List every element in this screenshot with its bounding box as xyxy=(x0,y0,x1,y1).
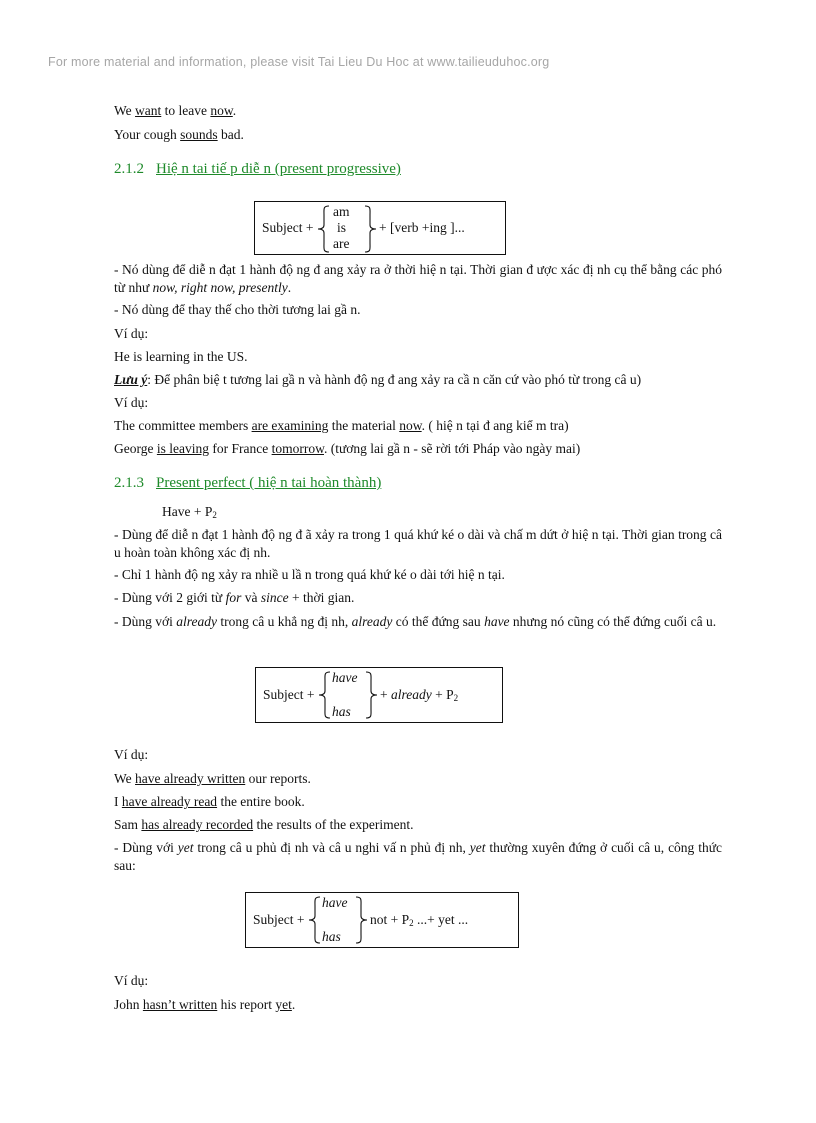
formula-option-is: is xyxy=(337,220,347,235)
vi-du-label: Ví dụ: xyxy=(114,973,149,988)
formula-rest: not + $P_2$ ...+ yet ... xyxy=(370,912,469,928)
formula-option-are: are xyxy=(333,236,350,251)
formula-option-has: has xyxy=(332,704,351,719)
example-line: John hasn’t written his report yet. xyxy=(114,997,296,1012)
vi-du-label: Ví dụ: xyxy=(114,747,149,762)
formula-have-p2: Have + $P_2$ xyxy=(162,504,217,520)
section-heading-2-1-3: 2.1.3 Present perfect ( hiệ n tai hoàn thành) xyxy=(114,475,382,491)
paragraph: - Chỉ 1 hành độ ng xảy ra nhiề u lầ n trong quá khứ ké o dài tới hiệ n tại. xyxy=(114,567,505,582)
right-brace-icon xyxy=(363,205,377,253)
formula-option-have: have xyxy=(322,895,348,910)
paragraph: - Dùng với already trong câ u khẳ ng đị nh, already có thể đứng sau have nhưng nó cũng có thể đứng cuối câ u. xyxy=(114,614,717,629)
example-line: George is leaving for France tomorrow. (tương lai gầ n - sẽ rời tới Pháp vào ngày mai) xyxy=(114,441,581,456)
formula-subject: Subject + xyxy=(263,687,315,702)
left-brace-icon xyxy=(318,671,332,719)
vi-du-label: Ví dụ: xyxy=(114,326,149,341)
formula-rest: + already + $P_2$ xyxy=(380,687,459,703)
example-line: We want to leave now. xyxy=(114,103,237,118)
example-line: He is learning in the US. xyxy=(114,349,248,364)
formula-option-has: has xyxy=(322,929,341,944)
example-line: Your cough sounds bad. xyxy=(114,127,244,142)
formula-subject: Subject + xyxy=(253,912,305,927)
note-line: Lưu ý: Để phân biệ t tương lai gầ n và hành độ ng đ ang xảy ra cầ n căn cứ vào phó từ trong câ u) xyxy=(114,372,642,387)
left-brace-icon xyxy=(308,896,322,944)
paragraph: - Dùng để diễ n đạt 1 hành độ ng đ ã xảy ra trong 1 quá khứ ké o dài và chấ m dứt ở hiệ n tại. Thời gian trong câ u hoàn toàn không xác đị nh. xyxy=(114,527,722,560)
example-line: I have already read the entire book. xyxy=(114,794,305,809)
right-brace-icon xyxy=(364,671,378,719)
left-brace-icon xyxy=(317,205,331,253)
header-watermark-note: For more material and information, please visit Tai Lieu Du Hoc at www.tailieuduhoc.org xyxy=(48,55,550,69)
right-brace-icon xyxy=(354,896,368,944)
paragraph: - Dùng với 2 giới từ for và since + thời gian. xyxy=(114,590,355,605)
example-line: The committee members are examining the material now. ( hiệ n tại đ ang kiể m tra) xyxy=(114,418,569,433)
paragraph: - Nó dùng để diễ n đạt 1 hành độ ng đ ang xảy ra ở thời hiệ n tại. Thời gian đ ược xác đị nh cụ thể bằng các phó từ như now, right now, presently. xyxy=(114,262,722,295)
vi-du-label: Ví dụ: xyxy=(114,395,149,410)
formula-subject: Subject + xyxy=(262,220,314,235)
example-line: Sam has already recorded the results of the experiment. xyxy=(114,817,414,832)
paragraph: - Dùng với yet trong câ u phủ đị nh và câ u nghi vấ n phủ đị nh, yet thường xuyên đứng ở cuối câ u, công thức sau: xyxy=(114,840,723,873)
paragraph: - Nó dùng để thay thế cho thời tương lai gầ n. xyxy=(114,302,361,317)
formula-box-already xyxy=(255,667,503,723)
formula-box-yet xyxy=(245,892,519,948)
formula-option-am: am xyxy=(333,204,350,219)
section-heading-2-1-2: 2.1.2 Hiệ n tai tiế p diễ n (present progressive) xyxy=(114,161,401,177)
formula-rest: + [verb +ing ]... xyxy=(379,220,465,235)
formula-box-progressive xyxy=(254,201,506,255)
formula-option-have: have xyxy=(332,670,358,685)
example-line: We have already written our reports. xyxy=(114,771,311,786)
